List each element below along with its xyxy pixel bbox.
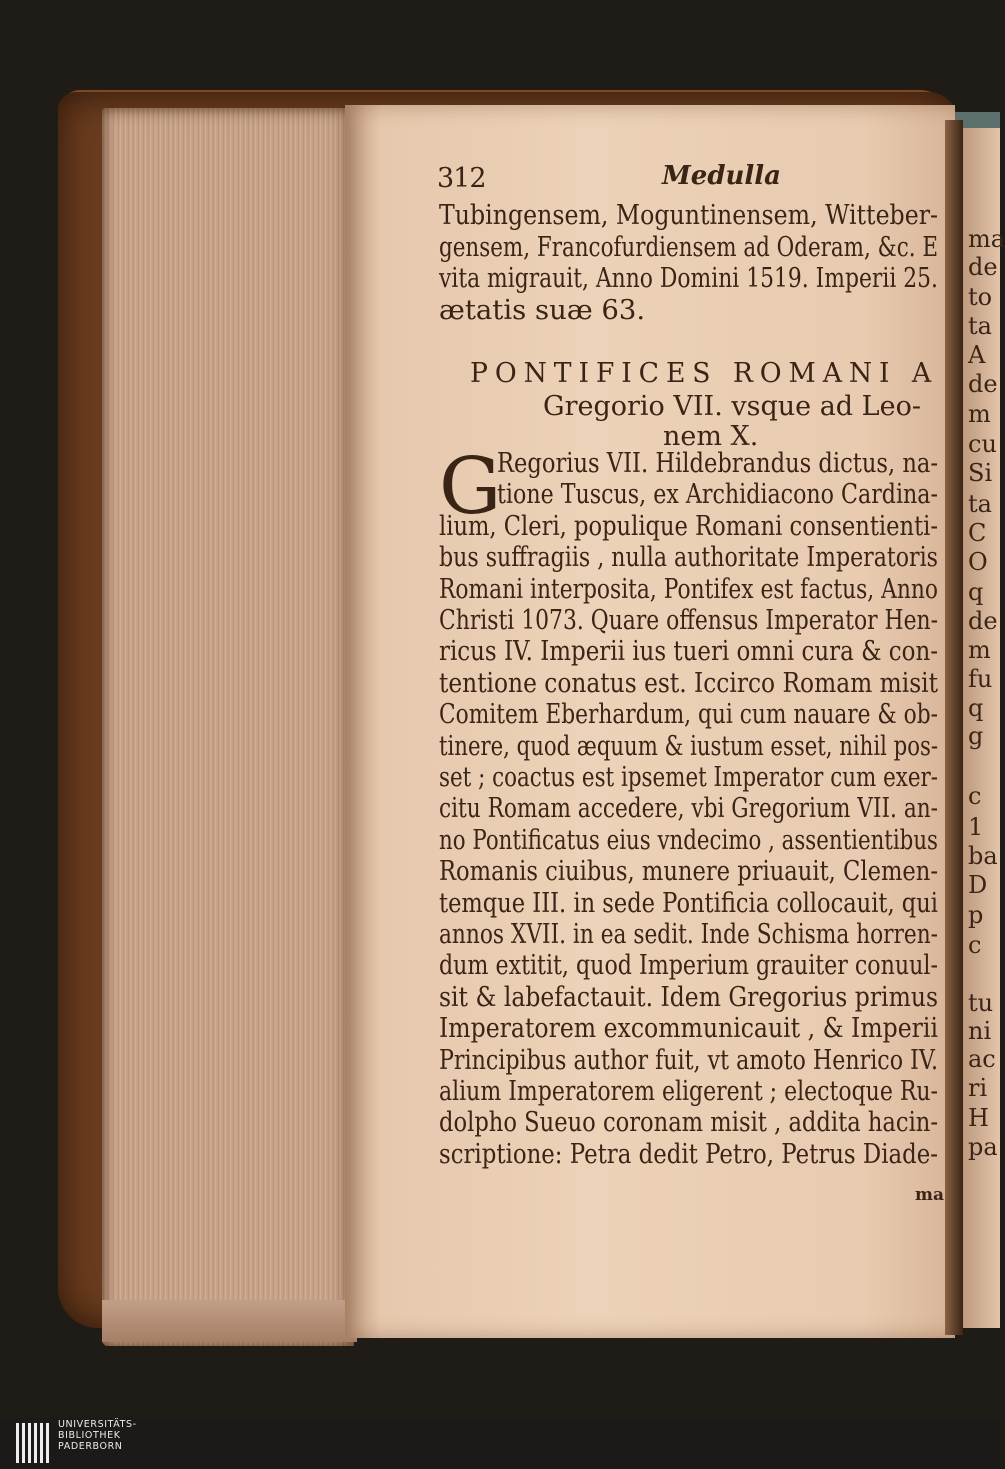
facing-page-fragment: C [968, 519, 987, 547]
book-gutter [945, 120, 963, 1335]
body-line: Principibus author fuit, vt amoto Henrico IV. [439, 1043, 938, 1076]
body-line: bus suffragiis , nulla authoritate Imperatoris [439, 541, 938, 574]
body-line: dolpho Sueuo coronam misit , addita hacin- [439, 1106, 938, 1139]
catchword: ma [915, 1185, 945, 1205]
body-line: alium Imperatorem eligerent ; electoque Ru- [439, 1075, 938, 1107]
intro-line: gensem, Francofurdiensem ad Oderam, &c. E [439, 230, 938, 263]
body-line: Comitem Eberhardum, qui cum nauare & ob- [439, 698, 938, 731]
body-line: set ; coactus est ipsemet Imperator cum exer- [439, 761, 938, 793]
facing-page-fragment: ni [968, 1017, 992, 1045]
facing-page-fragment: fu [968, 665, 993, 693]
body-line: no Pontificatus eius vndecimo , assentientibus [439, 823, 938, 856]
footer-logo-text-2: BIBLIOTHEK [58, 1430, 121, 1441]
facing-page-fragment: de [968, 253, 998, 281]
intro-line: vita migrauit, Anno Domini 1519. Imperii 25. [439, 262, 938, 294]
facing-page-fragment: H [968, 1104, 989, 1132]
footer-bar [0, 1418, 1000, 1469]
page-number: 312 [437, 163, 486, 194]
facing-page-fragment: q [968, 578, 984, 606]
facing-page-fragment: p [968, 901, 984, 929]
body-line: ricus IV. Imperii ius tueri omni cura & con- [439, 635, 938, 668]
drop-capital: G [439, 442, 502, 532]
section-subheading-line-2: nem X. [663, 421, 759, 452]
facing-page-fragment: D [968, 871, 988, 899]
running-title: Medulla [662, 161, 782, 191]
facing-page-fragment: de [968, 370, 998, 398]
facing-page-fragment: O [968, 548, 988, 576]
facing-page-fragment: to [968, 283, 993, 311]
footer-logo-text-3: PADERBORN [58, 1441, 123, 1452]
body-line: citu Romam accedere, vbi Gregorium VII. an- [439, 792, 938, 825]
facing-page-fragment: de [968, 607, 998, 635]
body-line: Christi 1073. Quare offensus Imperator Hen- [439, 604, 938, 636]
facing-page-fragment: ri [968, 1074, 988, 1102]
facing-page-fragment: g [968, 722, 984, 750]
body-line: scriptione: Petra dedit Petro, Petrus Diade- [439, 1137, 938, 1170]
facing-page-fragment: A [968, 341, 986, 369]
facing-page-fragment: q [968, 694, 984, 722]
body-line: tinere, quod æquum & iustum esset, nihil pos- [439, 729, 938, 762]
facing-page-fragment: tu [968, 989, 994, 1017]
facing-page-fragment: ta [968, 312, 992, 340]
facing-page-fragment: Si [968, 459, 993, 487]
facing-page-fragment: m [968, 400, 991, 428]
intro-line: ætatis suæ 63. [439, 293, 646, 326]
facing-page-fragment: ba [968, 842, 998, 870]
body-line: annos XVII. in ea sedit. Inde Schisma horren- [439, 918, 938, 950]
facing-page-fragment: ma [968, 225, 1005, 253]
body-line: tione Tuscus, ex Archidiacono Cardina- [497, 478, 938, 511]
facing-page-fragment: m [968, 636, 991, 664]
facing-page-fragment: c [968, 931, 982, 959]
page-block-edge [102, 108, 354, 1346]
body-line: Romanis ciuibus, munere priuauit, Clemen- [439, 855, 938, 888]
footer-logo-text-1: UNIVERSITÄTS- [58, 1419, 137, 1430]
facing-page-fragment: cu [968, 430, 997, 458]
body-line: sit & labefactauit. Idem Gregorius primus [439, 980, 938, 1013]
section-subheading-line-1: Gregorio VII. vsque ad Leo- [543, 391, 921, 422]
library-logo-icon [14, 1421, 54, 1465]
facing-page-fragment: c [968, 782, 982, 810]
page-block-bottom [102, 1300, 357, 1342]
facing-page-fragment: ac [968, 1045, 996, 1073]
facing-page-fragment: 1 [968, 813, 984, 841]
body-line: temque III. in sede Pontificia collocauit, qui [439, 886, 938, 919]
section-heading: PONTIFICES ROMANI A [470, 358, 938, 389]
body-line: Romani interposita, Pontifex est factus, Anno [439, 572, 938, 605]
body-line: dum extitit, quod Imperium grauiter conuul- [439, 949, 938, 982]
body-line: lium, Cleri, populique Romani consentienti- [439, 509, 938, 542]
body-line: Imperatorem excommunicauit , & Imperii [439, 1012, 938, 1045]
facing-page-fragment: pa [968, 1133, 998, 1161]
facing-page-fragment: ta [968, 490, 992, 518]
body-line: tentione conatus est. Iccirco Romam misit [439, 666, 938, 699]
body-line: Regorius VII. Hildebrandus dictus, na- [497, 447, 938, 479]
intro-line: Tubingensem, Moguntinensem, Witteber- [439, 199, 938, 231]
